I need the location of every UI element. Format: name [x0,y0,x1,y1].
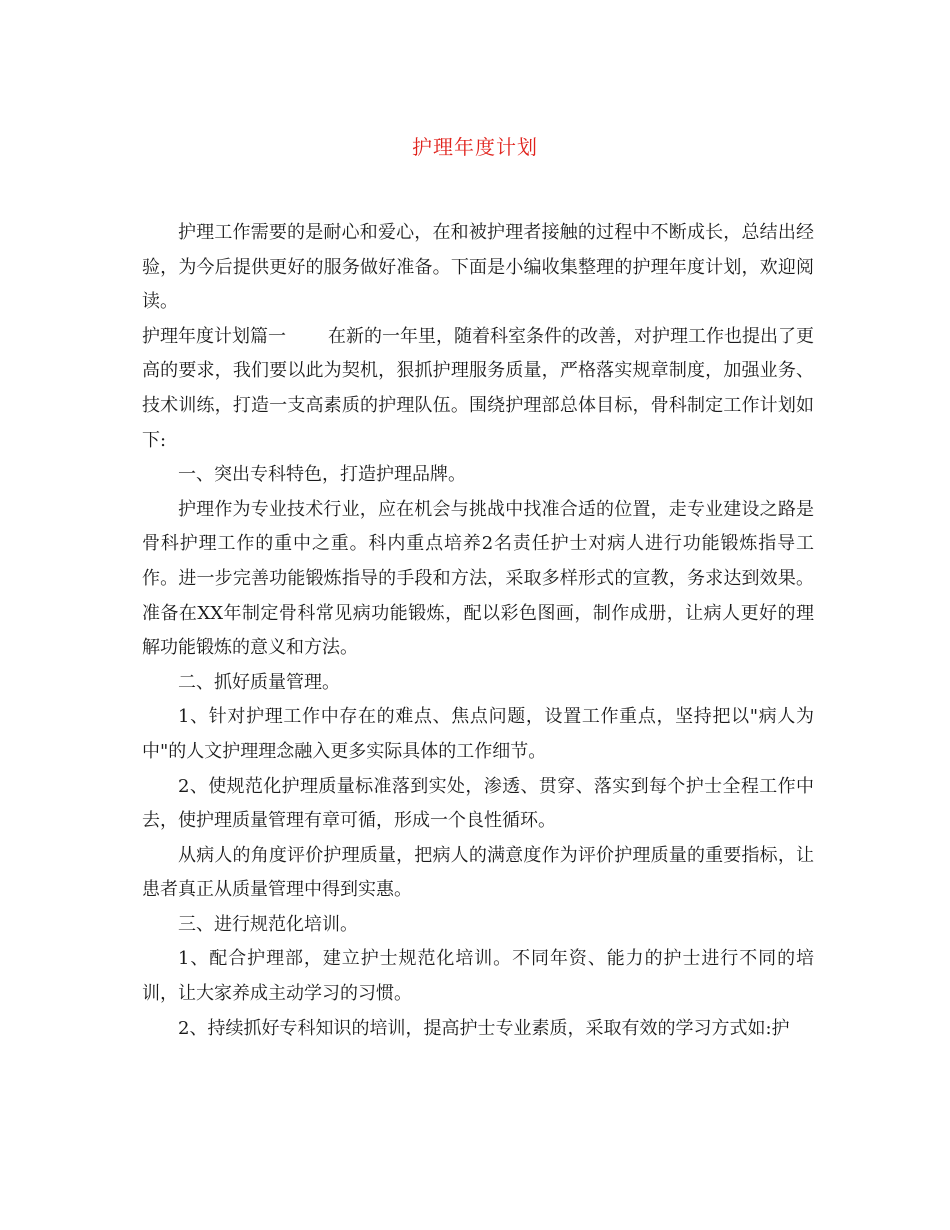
paragraph-1: 护理作为专业技术行业，应在机会与挑战中找准合适的位置，走专业建设之路是骨科护理工作的重中之重。科内重点培养2名责任护士对病人进行功能锻炼指导工作。进一步完善功能锻炼指导的手段和方法，采取多样形式的宣教，务求达到效果。准备在XX年制定骨科常见病功能锻炼，配以彩色图画，制作成册，让病人更好的理解功能锻炼的意义和方法。 [142,498,814,659]
section-body: 在新的一年里，随着科室条件的改善，对护理工作也提出了更高的要求，我们要以此为契机，狠抓护理服务质量，严格落实规章制度，加强业务、技术训练，打造一支高素质的护理队伍。围绕护理部总体目标，骨科制定工作计划如下: [142,325,814,451]
heading-1: 一、突出专科特色，打造护理品牌。 [178,464,466,486]
intro-paragraph: 护理工作需要的是耐心和爱心，在和被护理者接触的过程中不断成长，总结出经验，为今后提供更好的服务做好准备。下面是小编收集整理的护理年度计划，欢迎阅读。 [142,222,814,313]
item-2-1: 1、针对护理工作中存在的难点、焦点问题，设置工作重点，坚持把以"病人为中"的人文护理理念融入更多实际具体的工作细节。 [142,706,814,762]
item-2-2: 2、使规范化护理质量标准落到实处，渗透、贯穿、落实到每个护士全程工作中去，使护理质量管理有章可循，形成一个良性循环。 [142,775,814,832]
item-3-2: 2、持续抓好专科知识的培训，提高护士专业素质，采取有效的学习方式如:护 [178,1017,790,1039]
section-paragraph [142,320,814,458]
item-3-1: 1、配合护理部，建立护士规范化培训。不同年资、能力的护士进行不同的培训，让大家养成主动学习的习惯。 [142,948,814,1005]
section-label: 护理年度计划篇一 [142,325,286,347]
heading-3: 三、进行规范化培训。 [178,913,358,935]
paragraph-2: 从病人的角度评价护理质量，把病人的满意度作为评价护理质量的重要指标，让患者真正从质量管理中得到实惠。 [142,844,814,901]
document-title: 护理年度计划 [412,135,538,159]
document-body [142,216,814,1046]
heading-2: 二、抓好质量管理。 [178,671,340,693]
